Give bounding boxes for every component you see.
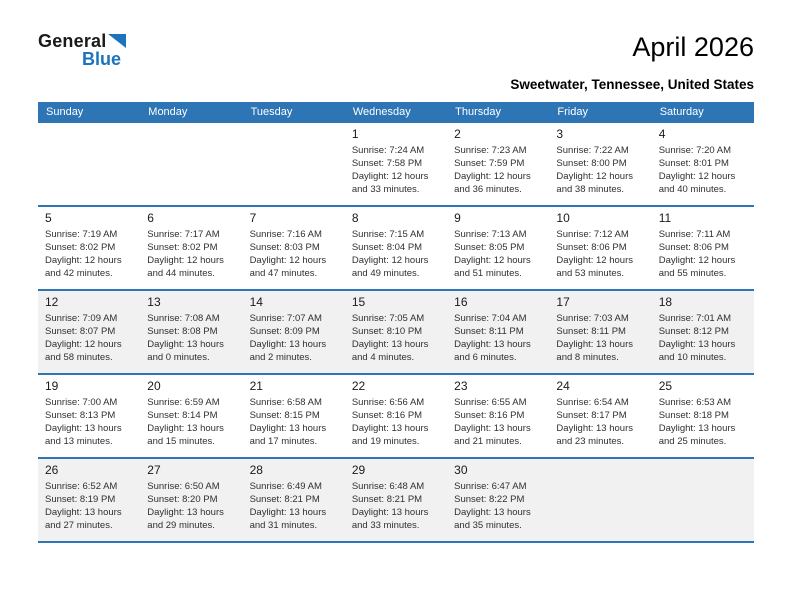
day-detail-line: Sunrise: 7:12 AM: [556, 229, 629, 240]
weekday-header-tuesday: Tuesday: [250, 106, 293, 118]
day-detail-line: and 17 minutes.: [249, 436, 318, 447]
day-number: 5: [45, 211, 52, 225]
day-detail-line: Daylight: 13 hours: [249, 339, 327, 350]
page-subtitle: Sweetwater, Tennessee, United States: [510, 77, 754, 92]
day-cell-14: [243, 291, 345, 373]
day-detail-line: Sunrise: 7:19 AM: [45, 229, 118, 240]
day-cell-12: [38, 291, 140, 373]
day-cell-3: [549, 123, 651, 205]
day-detail-line: Sunset: 8:08 PM: [147, 326, 218, 337]
day-number: 29: [351, 463, 366, 477]
day-cell-15: [345, 291, 447, 373]
day-detail-line: Sunrise: 7:03 AM: [556, 313, 629, 324]
day-detail-line: and 10 minutes.: [658, 352, 727, 363]
day-number: 27: [147, 463, 161, 477]
day-detail-line: Daylight: 12 hours: [454, 255, 531, 266]
day-cell-22: [345, 375, 447, 457]
day-number: 28: [249, 463, 263, 477]
day-detail-line: and 33 minutes.: [351, 520, 420, 531]
day-detail-line: Sunrise: 6:47 AM: [454, 481, 527, 492]
day-detail-line: Sunrise: 7:22 AM: [556, 145, 629, 156]
day-cell-7: [243, 207, 345, 289]
day-cell-4: [652, 123, 754, 205]
page-title: April 2026: [632, 32, 754, 62]
day-detail-line: Sunrise: 7:00 AM: [45, 397, 118, 408]
day-detail-line: and 58 minutes.: [45, 352, 113, 363]
day-number: 26: [45, 463, 59, 477]
calendar: [38, 102, 754, 543]
day-detail-line: Sunset: 8:20 PM: [147, 494, 218, 505]
day-detail-line: Daylight: 12 hours: [658, 171, 736, 182]
day-detail-line: Daylight: 13 hours: [147, 507, 224, 518]
day-detail-line: Sunrise: 7:15 AM: [351, 229, 425, 240]
day-detail-line: Sunset: 8:14 PM: [147, 410, 218, 421]
day-detail-line: Sunrise: 6:48 AM: [351, 481, 425, 492]
day-detail-line: and 23 minutes.: [556, 436, 625, 447]
day-detail-line: and 44 minutes.: [147, 268, 215, 279]
day-detail-line: and 13 minutes.: [45, 436, 113, 447]
day-detail-line: Daylight: 13 hours: [556, 339, 633, 350]
day-detail-line: Sunset: 8:10 PM: [351, 326, 423, 337]
day-cell-29: [345, 459, 447, 541]
day-cell-21: [243, 375, 345, 457]
day-detail-line: and 31 minutes.: [249, 520, 318, 531]
general-blue-logo: [38, 32, 126, 68]
day-detail-line: Daylight: 12 hours: [45, 255, 122, 266]
calendar-weeks: [38, 123, 754, 543]
day-number: 22: [351, 379, 366, 393]
day-number: 14: [249, 295, 263, 309]
day-detail-line: Sunrise: 7:20 AM: [658, 145, 732, 156]
day-cell-11: [652, 207, 754, 289]
day-detail-line: Sunset: 8:16 PM: [454, 410, 525, 421]
day-detail-line: and 29 minutes.: [147, 520, 215, 531]
day-detail-line: and 4 minutes.: [351, 352, 415, 363]
day-detail-line: Sunset: 8:21 PM: [351, 494, 423, 505]
day-cell-5: [38, 207, 140, 289]
day-detail-line: Daylight: 12 hours: [556, 255, 633, 266]
day-detail-line: Sunrise: 7:16 AM: [249, 229, 322, 240]
day-detail-line: Sunrise: 7:05 AM: [351, 313, 425, 324]
day-detail-line: Daylight: 12 hours: [45, 339, 122, 350]
day-detail-line: Sunset: 8:18 PM: [658, 410, 729, 421]
day-cell-empty: [140, 123, 242, 205]
day-detail-line: Sunset: 8:19 PM: [45, 494, 116, 505]
day-number: 11: [658, 211, 672, 225]
day-detail-line: Sunrise: 7:04 AM: [454, 313, 527, 324]
weekday-header-wednesday: Wednesday: [352, 106, 411, 118]
day-detail-line: Sunset: 8:16 PM: [351, 410, 423, 421]
day-detail-line: Sunset: 8:02 PM: [45, 242, 116, 253]
day-detail-line: Daylight: 13 hours: [351, 507, 429, 518]
day-number: 12: [45, 295, 59, 309]
day-detail-line: Sunrise: 6:50 AM: [147, 481, 220, 492]
day-detail-line: Sunset: 7:58 PM: [351, 158, 423, 169]
day-cell-19: [38, 375, 140, 457]
day-detail-line: and 19 minutes.: [351, 436, 420, 447]
day-detail-line: and 35 minutes.: [454, 520, 522, 531]
day-detail-line: Sunrise: 7:11 AM: [658, 229, 731, 240]
week-row-1: [38, 123, 754, 207]
day-detail-line: Sunset: 8:06 PM: [658, 242, 729, 253]
day-cell-16: [447, 291, 549, 373]
day-number: 9: [454, 211, 461, 225]
day-detail-line: Sunset: 8:05 PM: [454, 242, 525, 253]
day-detail-line: Sunrise: 6:58 AM: [249, 397, 322, 408]
day-number: 1: [351, 127, 359, 141]
day-detail-line: Sunset: 8:06 PM: [556, 242, 627, 253]
day-detail-line: Sunset: 8:11 PM: [556, 326, 626, 337]
logo-top-line: [38, 32, 126, 50]
day-cell-8: [345, 207, 447, 289]
day-detail-line: Daylight: 13 hours: [45, 423, 122, 434]
day-detail-line: and 33 minutes.: [351, 184, 420, 195]
day-cell-empty: [549, 459, 651, 541]
day-cell-18: [652, 291, 754, 373]
day-number: 17: [556, 295, 570, 309]
logo-text-general: General: [38, 31, 107, 51]
day-detail-line: Sunset: 8:12 PM: [658, 326, 729, 337]
day-number: 4: [658, 127, 666, 141]
day-detail-line: Daylight: 13 hours: [45, 507, 122, 518]
day-number: 16: [454, 295, 468, 309]
weekday-header-thursday: Thursday: [455, 106, 501, 118]
day-detail-line: Sunrise: 6:52 AM: [45, 481, 118, 492]
day-detail-line: Sunrise: 6:54 AM: [556, 397, 629, 408]
day-number: 6: [147, 211, 154, 225]
day-detail-line: Daylight: 13 hours: [454, 507, 531, 518]
day-detail-line: and 40 minutes.: [658, 184, 727, 195]
week-row-3: [38, 291, 754, 375]
day-detail-line: Daylight: 13 hours: [658, 423, 736, 434]
day-number: 25: [658, 379, 673, 393]
day-cell-9: [447, 207, 549, 289]
day-detail-line: and 47 minutes.: [249, 268, 318, 279]
day-cell-empty: [243, 123, 345, 205]
day-detail-line: Sunset: 8:09 PM: [249, 326, 320, 337]
day-cell-26: [38, 459, 140, 541]
day-detail-line: Daylight: 13 hours: [658, 339, 736, 350]
day-cell-27: [140, 459, 242, 541]
title-block: [510, 32, 754, 92]
weekday-header-sunday: Sunday: [46, 106, 84, 118]
day-detail-line: Daylight: 13 hours: [147, 339, 224, 350]
day-detail-line: and 49 minutes.: [351, 268, 420, 279]
day-detail-line: Daylight: 13 hours: [249, 507, 327, 518]
day-cell-2: [447, 123, 549, 205]
day-number: 23: [454, 379, 468, 393]
day-detail-line: Sunset: 8:07 PM: [45, 326, 116, 337]
day-detail-line: Daylight: 13 hours: [556, 423, 633, 434]
day-cell-13: [140, 291, 242, 373]
day-detail-line: Sunrise: 6:55 AM: [454, 397, 527, 408]
day-detail-line: Sunset: 8:13 PM: [45, 410, 116, 421]
day-detail-line: and 51 minutes.: [454, 268, 522, 279]
day-number: 30: [454, 463, 468, 477]
day-detail-line: Daylight: 12 hours: [351, 255, 429, 266]
day-detail-line: and 6 minutes.: [454, 352, 517, 363]
day-detail-line: Sunset: 8:00 PM: [556, 158, 627, 169]
day-detail-line: Sunrise: 7:08 AM: [147, 313, 220, 324]
day-number: 3: [556, 127, 564, 141]
day-cell-28: [243, 459, 345, 541]
day-detail-line: Sunrise: 6:53 AM: [658, 397, 732, 408]
day-detail-line: Sunset: 8:02 PM: [147, 242, 218, 253]
day-number: 7: [249, 211, 257, 225]
day-number: 10: [556, 211, 570, 225]
day-detail-line: Sunrise: 7:09 AM: [45, 313, 118, 324]
day-detail-line: and 15 minutes.: [147, 436, 215, 447]
weekday-header-friday: Friday: [557, 106, 588, 118]
day-detail-line: Sunrise: 6:56 AM: [351, 397, 425, 408]
day-detail-line: Daylight: 12 hours: [454, 171, 531, 182]
day-cell-25: [652, 375, 754, 457]
day-cell-23: [447, 375, 549, 457]
day-detail-line: and 27 minutes.: [45, 520, 113, 531]
day-detail-line: and 36 minutes.: [454, 184, 522, 195]
day-detail-line: and 25 minutes.: [658, 436, 727, 447]
day-detail-line: Daylight: 13 hours: [454, 339, 531, 350]
day-detail-line: Daylight: 12 hours: [147, 255, 224, 266]
weekday-header-saturday: Saturday: [659, 106, 704, 118]
day-detail-line: Sunset: 8:11 PM: [454, 326, 524, 337]
day-detail-line: Sunset: 7:59 PM: [454, 158, 525, 169]
day-detail-line: Sunrise: 7:13 AM: [454, 229, 527, 240]
day-detail-line: Daylight: 12 hours: [351, 171, 429, 182]
day-detail-line: Sunset: 8:17 PM: [556, 410, 627, 421]
day-cell-20: [140, 375, 242, 457]
day-cell-1: [345, 123, 447, 205]
day-detail-line: and 55 minutes.: [658, 268, 727, 279]
day-detail-line: Daylight: 13 hours: [351, 423, 429, 434]
day-detail-line: Sunrise: 7:23 AM: [454, 145, 527, 156]
day-cell-10: [549, 207, 651, 289]
day-detail-line: Sunset: 8:04 PM: [351, 242, 423, 253]
page-header: [0, 0, 792, 92]
day-detail-line: Sunrise: 6:49 AM: [249, 481, 322, 492]
day-detail-line: Sunset: 8:21 PM: [249, 494, 320, 505]
day-detail-line: Sunset: 8:03 PM: [249, 242, 320, 253]
week-row-4: [38, 375, 754, 459]
day-detail-line: Sunset: 8:01 PM: [658, 158, 729, 169]
logo-text-blue: Blue: [82, 49, 122, 69]
day-detail-line: Daylight: 12 hours: [556, 171, 633, 182]
day-cell-24: [549, 375, 651, 457]
day-number: 24: [556, 379, 570, 393]
day-detail-line: Sunrise: 7:07 AM: [249, 313, 322, 324]
day-detail-line: Sunrise: 6:59 AM: [147, 397, 220, 408]
day-number: 19: [45, 379, 59, 393]
day-detail-line: Daylight: 13 hours: [351, 339, 429, 350]
day-number: 2: [454, 127, 461, 141]
day-detail-line: Sunrise: 7:24 AM: [351, 145, 425, 156]
day-detail-line: Sunrise: 7:17 AM: [147, 229, 220, 240]
day-number: 21: [249, 379, 263, 393]
day-cell-empty: [652, 459, 754, 541]
day-cell-6: [140, 207, 242, 289]
day-detail-line: and 2 minutes.: [249, 352, 312, 363]
day-detail-line: and 53 minutes.: [556, 268, 625, 279]
logo-pennant-icon: [108, 34, 126, 48]
day-detail-line: Daylight: 12 hours: [658, 255, 736, 266]
day-cell-empty: [38, 123, 140, 205]
day-number: 15: [351, 295, 366, 309]
day-detail-line: Sunset: 8:15 PM: [249, 410, 320, 421]
weekday-header-row: [38, 102, 754, 123]
weekday-header-monday: Monday: [148, 106, 188, 118]
day-number: 13: [147, 295, 161, 309]
day-detail-line: and 38 minutes.: [556, 184, 625, 195]
day-detail-line: and 0 minutes.: [147, 352, 210, 363]
day-cell-17: [549, 291, 651, 373]
day-detail-line: Daylight: 13 hours: [454, 423, 531, 434]
day-detail-line: Sunrise: 7:01 AM: [658, 313, 732, 324]
day-number: 18: [658, 295, 673, 309]
day-detail-line: and 8 minutes.: [556, 352, 619, 363]
day-detail-line: Daylight: 13 hours: [249, 423, 327, 434]
day-number: 20: [147, 379, 161, 393]
day-detail-line: Daylight: 12 hours: [249, 255, 327, 266]
week-row-5: [38, 459, 754, 543]
day-detail-line: Daylight: 13 hours: [147, 423, 224, 434]
day-detail-line: Sunset: 8:22 PM: [454, 494, 525, 505]
day-detail-line: and 21 minutes.: [454, 436, 522, 447]
week-row-2: [38, 207, 754, 291]
day-number: 8: [351, 211, 359, 225]
day-detail-line: and 42 minutes.: [45, 268, 113, 279]
day-cell-30: [447, 459, 549, 541]
